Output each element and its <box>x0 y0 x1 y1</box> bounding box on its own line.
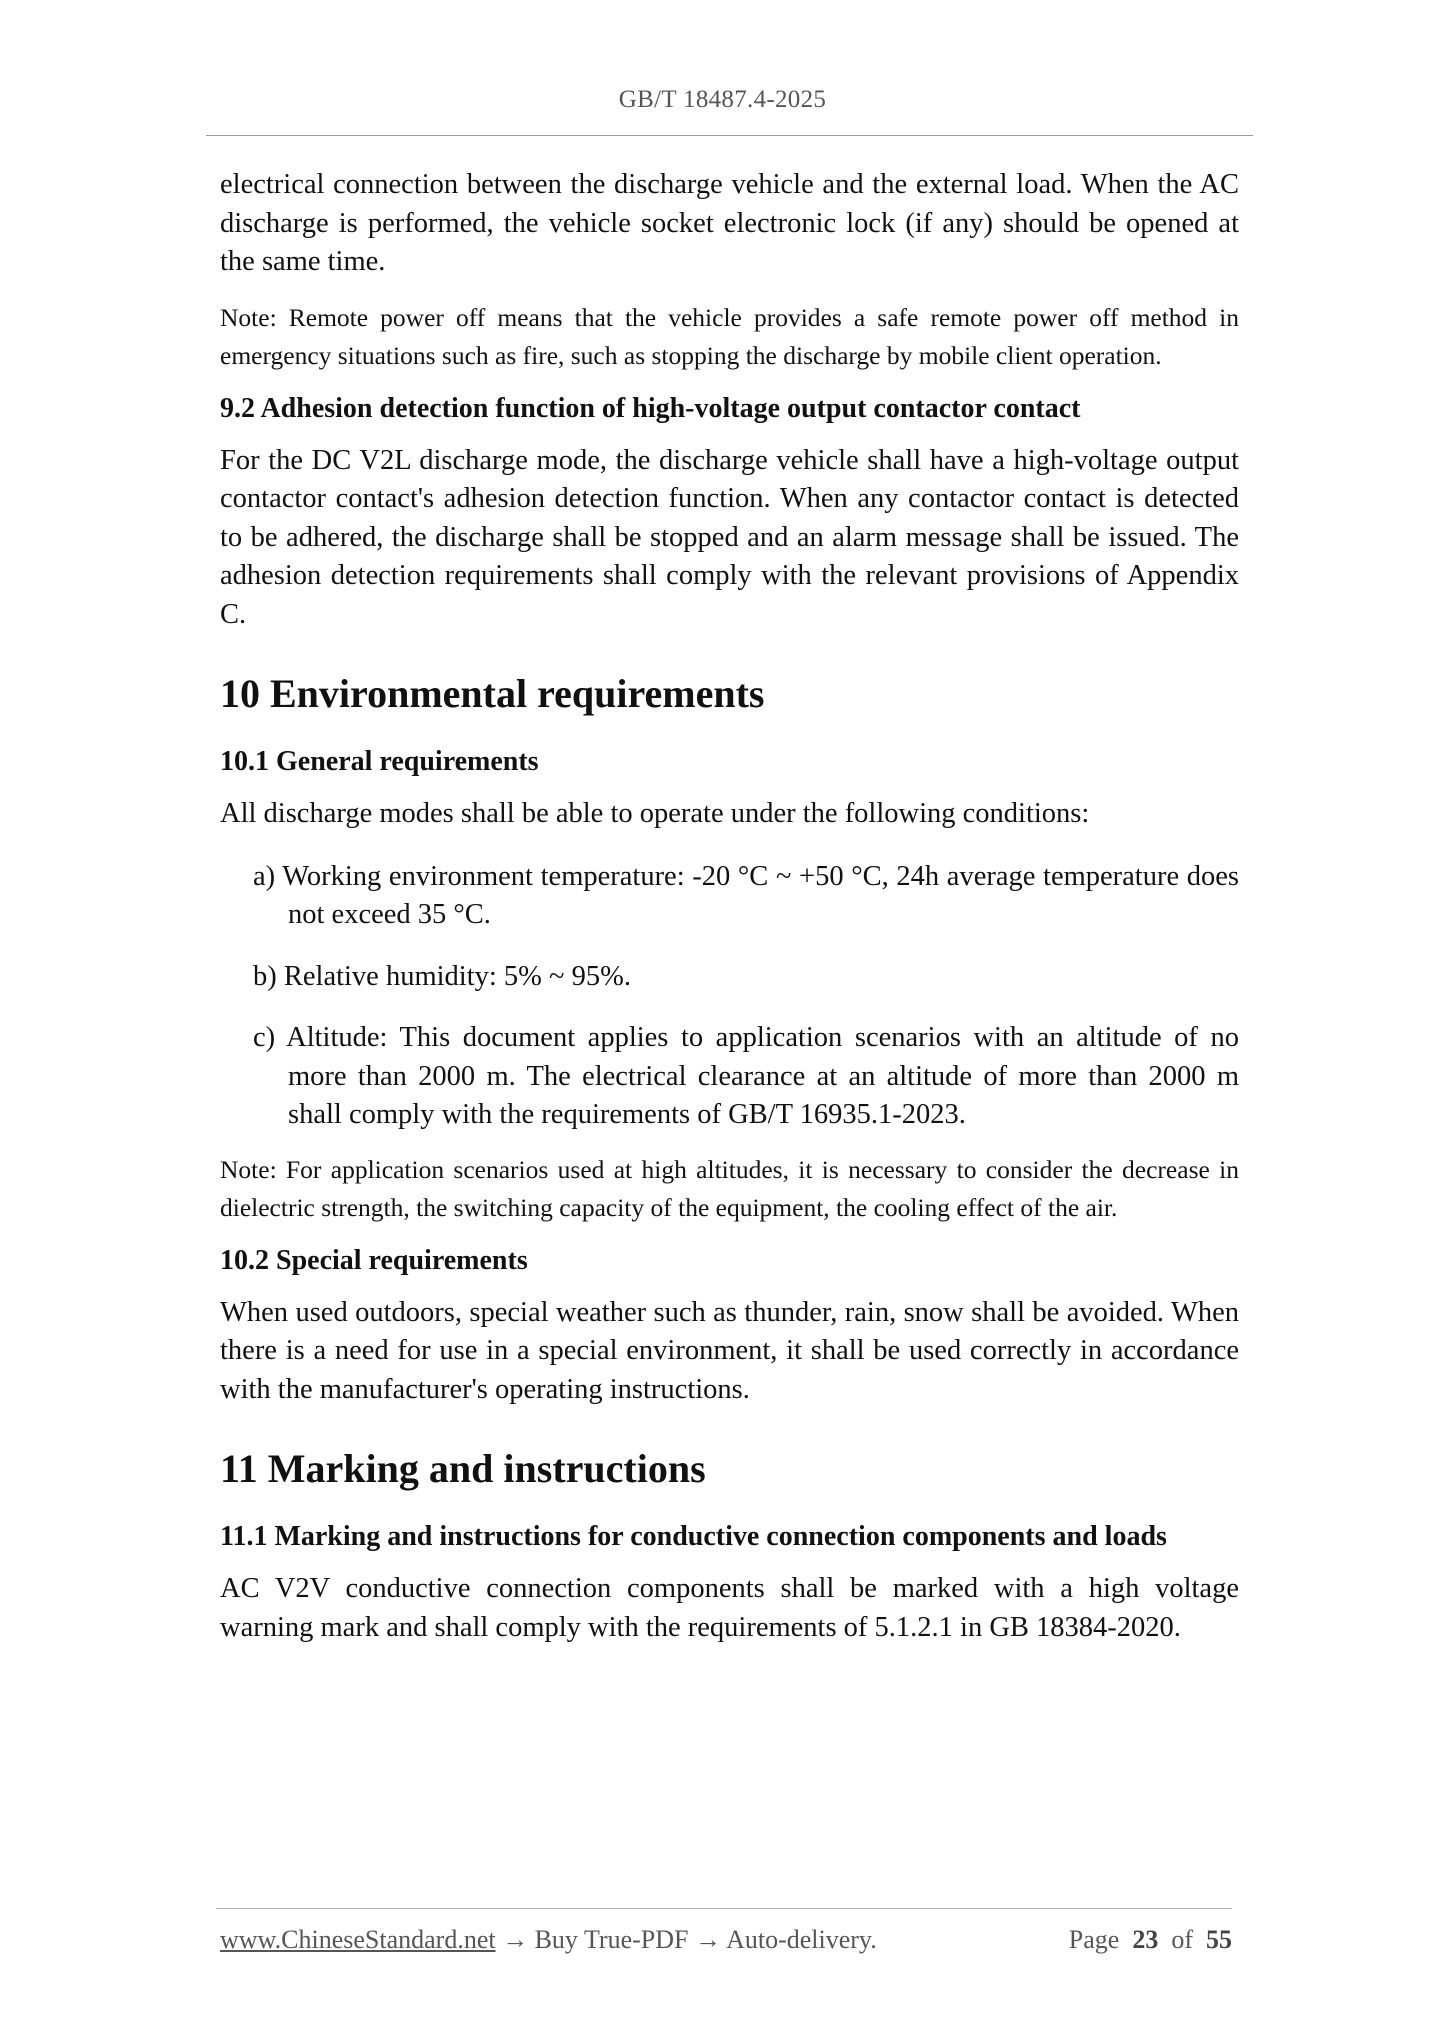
page-label: Page <box>1068 1925 1120 1954</box>
heading-10-1: 10.1 General requirements <box>220 746 539 777</box>
buy-pdf-text: Buy True-PDF <box>534 1925 689 1954</box>
paragraph-operating-conditions: All discharge modes shall be able to operate under the following conditions: <box>220 798 1090 829</box>
heading-10: 10 Environmental requirements <box>220 671 765 716</box>
auto-delivery-text: Auto-delivery. <box>726 1925 877 1954</box>
total-pages: 55 <box>1206 1925 1232 1954</box>
footer-promo <box>220 1925 877 1955</box>
of-label: of <box>1171 1925 1193 1954</box>
header-standard-number: GB/T 18487.4-2025 <box>618 86 827 113</box>
website-link[interactable]: www.ChineseStandard.net <box>220 1925 496 1954</box>
list-item-humidity: b) Relative humidity: 5% ~ 95%. <box>253 960 631 992</box>
paragraph-marking: AC V2V conductive connection components shall be marked with a high voltage warning mark and shall comply with the requirements of 5.1.2.1 in GB 18384-2020. <box>220 1573 1239 1643</box>
header-divider <box>206 135 1253 136</box>
page-number <box>1069 1925 1232 1955</box>
note-high-altitude: Note: For application scenarios used at high altitudes, it is necessary to consider the decrease in dielectric strength, the switching capacity of the equipment, the cooling effect of the air. <box>220 1154 1239 1222</box>
page-content <box>220 166 1239 1647</box>
heading-11: 11 Marking and instructions <box>220 1446 706 1491</box>
paragraph-special-requirements: When used outdoors, special weather such as thunder, rain, snow shall be avoided. When there is a need for use in a special environment, it shall be used correctly in accordance with the manufacturer's operating instructions. <box>220 1296 1239 1405</box>
arrow-right-icon: → <box>502 1925 529 1954</box>
heading-10-2: 10.2 Special requirements <box>220 1244 528 1276</box>
list-item-temperature: a) Working environment temperature: -20 °C ~ +50 °C, 24h average temperature does not exceed 35 °C. <box>253 860 1239 930</box>
paragraph-continuation: electrical connection between the discharge vehicle and the external load. When the AC discharge is performed, the vehicle socket electronic lock (if any) should be opened at the same time. <box>220 169 1239 277</box>
heading-9-2: 9.2 Adhesion detection function of high-voltage output contactor contact <box>220 392 1081 424</box>
list-item-altitude: c) Altitude: This document applies to application scenarios with an altitude of no more than 2000 m. The electrical clearance at an altitude of more than 2000 m shall comply with the requirements of GB/T 16935.1-2023. <box>253 1022 1239 1130</box>
arrow-right-icon: → <box>695 1925 721 1954</box>
paragraph-adhesion-detection: For the DC V2L discharge mode, the discharge vehicle shall have a high-voltage output contactor contact's adhesion detection function. When any contactor contact is detected to be adhered, the discharge shall be stopped and an alarm message shall be issued. The adhesion detection requirements shall comply with the relevant provisions of Appendix C. <box>220 444 1239 630</box>
note-remote-power-off: Note: Remote power off means that the vehicle provides a safe remote power off method in emergency situations such as fire, such as stopping the discharge by mobile client operation. <box>220 302 1239 370</box>
footer-divider <box>216 1908 1232 1909</box>
heading-11-1: 11.1 Marking and instructions for conductive connection components and loads <box>220 1521 1167 1552</box>
current-page: 23 <box>1132 1925 1159 1954</box>
